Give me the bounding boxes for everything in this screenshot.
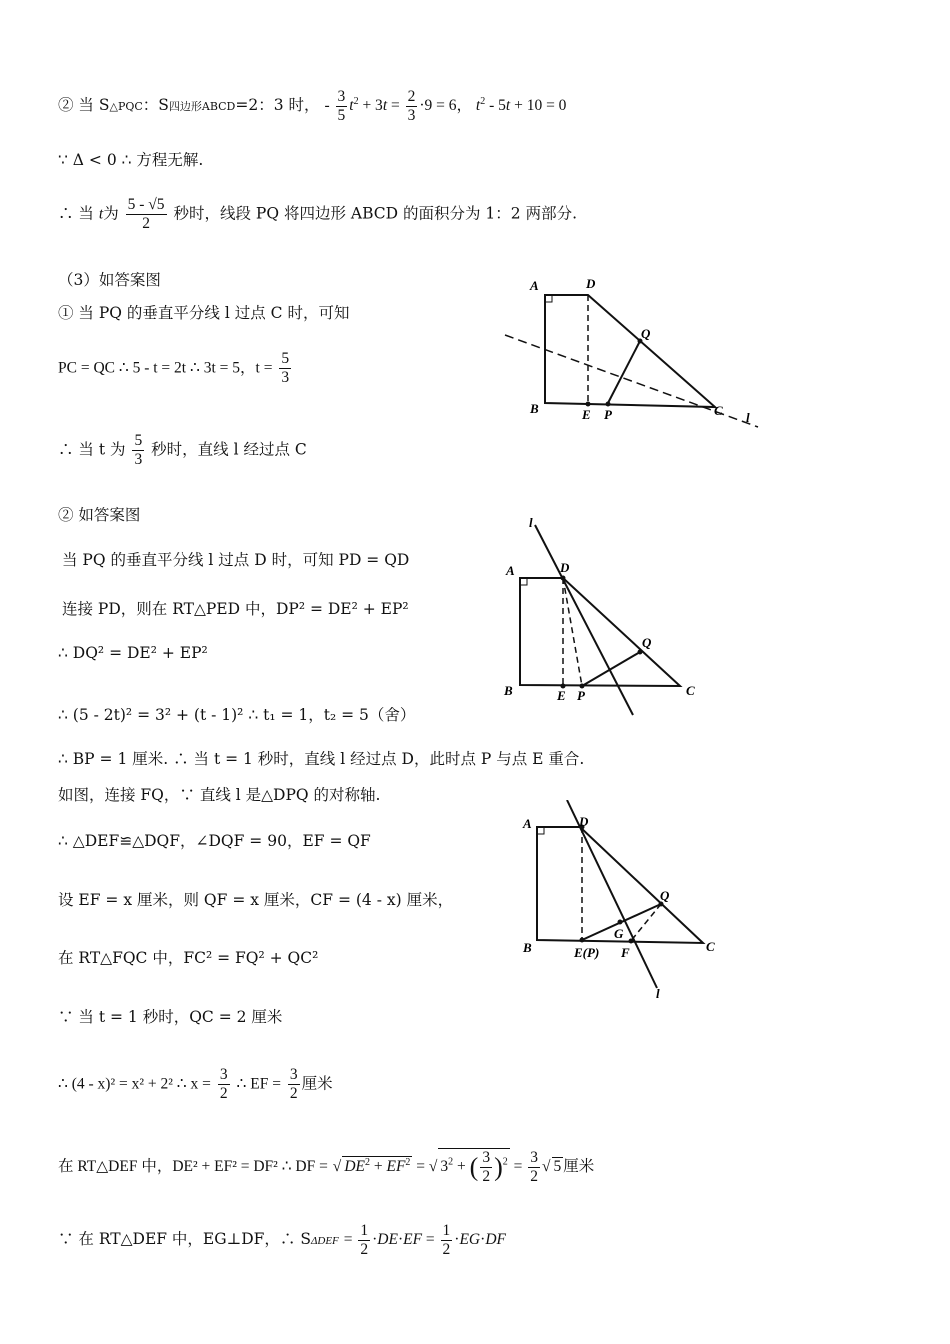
equation: - $\frac{3}{5}$ $t^2 + 3t$ = $\frac{2}{3}$ ·9 = 6， $t^2 - 5t + 10 = 0$ <box>324 88 567 124</box>
line-conclusion-1 <box>58 196 577 233</box>
den: 3 <box>407 106 416 124</box>
line-set-ef: 设 EF = x 厘米，则 QF = x 厘米，CF = (4 - x) 厘米， <box>58 891 454 909</box>
label-P: P <box>604 407 612 422</box>
fraction <box>126 196 167 233</box>
figure-2-diagram <box>500 515 730 725</box>
label-Q: Q <box>641 326 651 341</box>
den: 2 <box>289 1084 298 1102</box>
fraction <box>288 1066 300 1103</box>
line-solve-x <box>58 1066 333 1103</box>
line-bp: ∴ BP = 1 厘米. ∴ 当 t = 1 秒时，直线 l 经过点 D，此时点 P 与点 E 重合. <box>58 750 585 768</box>
label-G-3: G <box>614 926 624 941</box>
label-B-3: B <box>523 940 532 955</box>
line-area-def <box>58 1222 506 1259</box>
num: 3 <box>337 88 346 105</box>
label-C-2: C <box>686 683 695 698</box>
text: 秒时，线段 PQ 将四边形 ABCD 的面积分为 1：2 两部分. <box>173 204 578 223</box>
line-qc: ∵ 当 t = 1 秒时，QC = 2 厘米 <box>58 1008 283 1026</box>
label-EP-3: E(P) <box>574 945 600 960</box>
sub: △PQC <box>109 99 143 113</box>
label-D-3: D <box>579 814 589 829</box>
equation: = $\frac{1}{2}$ ·DE·EF = $\frac{1}{2}$ ·EG·DF <box>343 1222 506 1258</box>
num: 3 <box>482 1149 491 1166</box>
den: 3 <box>281 368 290 386</box>
line-pc-qc <box>58 350 293 387</box>
line-case-1: ① 当 PQ 的垂直平分线 l 过点 C 时，可知 <box>58 304 350 322</box>
line-connect-fq: 如图，连接 FQ，∵ 直线 l 是△DPQ 的对称轴. <box>58 786 381 804</box>
line-df <box>58 1148 594 1186</box>
section-3-heading: （3）如答案图 <box>58 271 161 289</box>
label-D-2: D <box>560 560 570 575</box>
num: 5 - √5 <box>127 196 165 213</box>
line-connect-pd: 连接 PD，则在 RT△PED 中，DP² = DE² + EP² <box>62 600 409 618</box>
line-no-solution: ∵ Δ < 0 ∴ 方程无解. <box>58 151 204 169</box>
text: ∴ 当 t 为 <box>58 440 126 459</box>
fraction <box>218 1066 230 1103</box>
label-A-2: A <box>506 563 515 578</box>
text: PC = QC ∴ 5 - t = 2t ∴ 3t = 5，t = <box>58 359 273 377</box>
line-area-ratio <box>58 88 566 125</box>
line-rt-fqc: 在 RT△FQC 中，FC² = FQ² + QC² <box>58 949 319 967</box>
text: 厘米 <box>301 1074 333 1093</box>
fraction <box>279 350 291 387</box>
text: ∵ 在 RT△DEF 中，EG⊥DF，∴ S <box>58 1229 311 1248</box>
label-Q-2: Q <box>642 635 652 650</box>
label-P-2: P <box>577 688 585 703</box>
label-E: E <box>582 407 591 422</box>
label-B: B <box>530 401 539 416</box>
den: 2 <box>219 1084 228 1102</box>
line-dq-squared: ∴ DQ² = DE² + EP² <box>58 644 208 662</box>
den: 2 <box>142 214 150 232</box>
text: 为 <box>103 204 119 223</box>
den: 3 <box>134 450 143 468</box>
label-l: l <box>746 410 750 425</box>
text: 在 RT△DEF 中，DE² + EF² = DF² ∴ DF = <box>58 1157 328 1175</box>
label-D: D <box>586 276 596 291</box>
fraction <box>132 432 144 469</box>
num: 3 <box>530 1149 539 1166</box>
label-B-2: B <box>504 683 513 698</box>
num: 5 <box>134 432 143 449</box>
equation: √ $DE^2 + EF^2$ = √ $3^2$ + ( $\frac{3}{2}$ )$^2$ = $\frac{3}{2}$ √ 5 <box>332 1149 562 1185</box>
sub: 四边形ABCD <box>168 99 236 113</box>
line-congruent: ∴ △DEF≌△DQF，∠DQF = 90，EF = QF <box>58 832 371 850</box>
den: 2 <box>442 1240 451 1258</box>
num: 2 <box>407 88 416 105</box>
fraction <box>336 88 348 125</box>
text: ∴ (4 - x)² = x² + 2² ∴ x = <box>58 1075 211 1093</box>
label-A: A <box>530 278 539 293</box>
text: ∴ 当 <box>58 204 94 223</box>
var: t <box>98 205 104 223</box>
label-Q-3: Q <box>660 888 670 903</box>
label-C: C <box>714 403 723 418</box>
label-F-3: F <box>621 945 630 960</box>
den: 5 <box>337 106 346 124</box>
figure-3-diagram <box>510 800 740 1005</box>
label-l-3: l <box>656 986 660 1001</box>
den: 2 <box>530 1167 539 1185</box>
label-A-3: A <box>523 816 532 831</box>
figure-1-diagram <box>500 275 770 435</box>
num: 3 <box>289 1066 298 1083</box>
num: 1 <box>442 1222 451 1239</box>
num: 3 <box>219 1066 228 1083</box>
text: ：S <box>142 95 169 114</box>
line-solve-t: ∴ (5 - 2t)² = 3² + (t - 1)² ∴ t₁ = 1，t₂ = 5（舍） <box>58 706 416 724</box>
text: 秒时，直线 l 经过点 C <box>151 440 307 459</box>
den: 2 <box>360 1240 369 1258</box>
text: 厘米 <box>563 1156 595 1175</box>
num: 1 <box>360 1222 369 1239</box>
text: ∴ EF = <box>236 1075 281 1093</box>
label-E-2: E <box>557 688 566 703</box>
label-C-3: C <box>706 939 715 954</box>
fraction <box>406 88 418 125</box>
line-case-2-heading: ② 如答案图 <box>58 506 141 524</box>
sub: ΔDEF <box>310 1234 339 1247</box>
text: ② 当 S <box>58 95 110 114</box>
line-case-2: 当 PQ 的垂直平分线 l 过点 D 时，可知 PD = QD <box>62 551 410 569</box>
den: 2 <box>482 1167 491 1185</box>
line-conclusion-2 <box>58 432 307 469</box>
label-l-2: l <box>529 515 533 530</box>
num: 5 <box>281 350 290 367</box>
text: =2：3 时， <box>235 95 320 114</box>
